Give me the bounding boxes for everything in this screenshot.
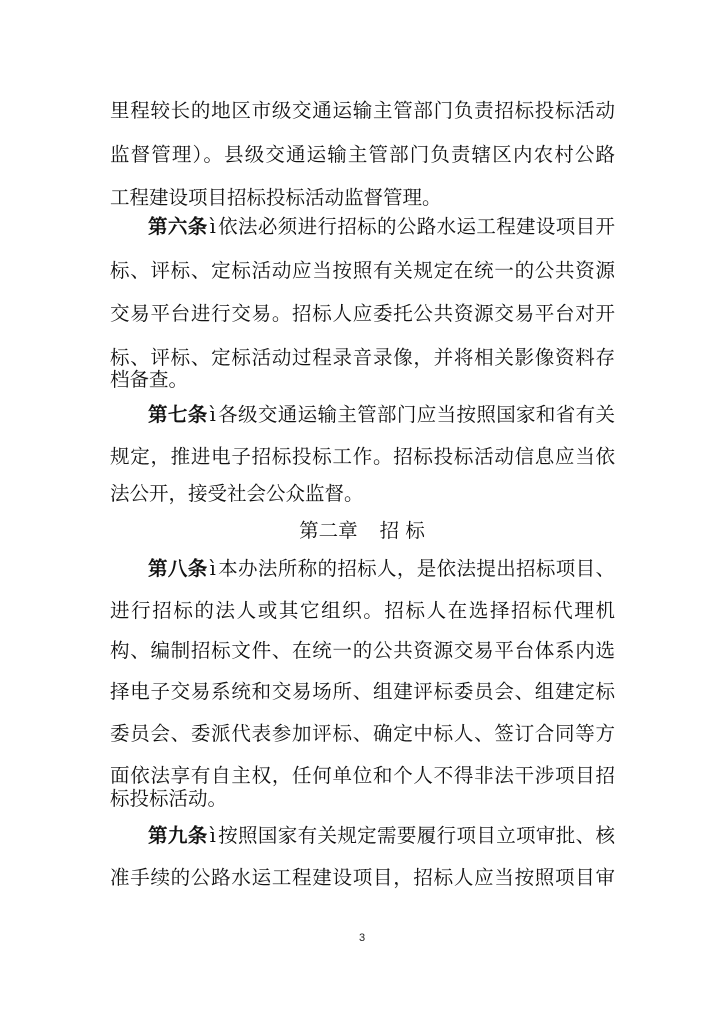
body-line: 标、评标、定标活动过程录音录像，并将相关影像资料存 bbox=[110, 346, 615, 369]
body-line: 标投标活动。 bbox=[110, 787, 228, 810]
article-7-first-line bbox=[148, 397, 615, 433]
article-marker: ì bbox=[209, 215, 216, 238]
article-6-first-line bbox=[148, 209, 615, 245]
article-8-label: 第八条 bbox=[148, 557, 208, 580]
body-line: 里程较长的地区市级交通运输主管部门负责招标投标活动 bbox=[110, 99, 615, 122]
article-7-text: 各级交通运输主管部门应当按照国家和省有关 bbox=[217, 403, 615, 426]
chapter-title: 招 标 bbox=[379, 519, 425, 542]
article-marker: ì bbox=[209, 557, 216, 580]
body-line: 交易平台进行交易。招标人应委托公共资源交易平台对开 bbox=[110, 302, 615, 325]
body-line: 标、评标、定标活动应当按照有关规定在统一的公共资源 bbox=[110, 259, 615, 282]
article-9-label: 第九条 bbox=[148, 824, 208, 847]
body-line: 法公开，接受社会公众监督。 bbox=[110, 482, 364, 505]
page-number: 3 bbox=[358, 932, 366, 944]
chapter-heading bbox=[0, 513, 724, 549]
body-line: 准手续的公路水运工程建设项目，招标人应当按照项目审 bbox=[110, 866, 615, 889]
article-9-first-line bbox=[148, 818, 615, 854]
article-marker: ì bbox=[209, 824, 216, 847]
body-line: 面依法享有自主权，任何单位和个人不得非法干涉项目招 bbox=[110, 764, 615, 787]
article-8-first-line bbox=[148, 551, 615, 587]
article-marker: ì bbox=[209, 403, 216, 426]
body-line: 规定，推进电子招标投标工作。招标投标活动信息应当依 bbox=[110, 445, 615, 468]
body-line: 委员会、委派代表参加评标、确定中标人、签订合同等方 bbox=[110, 722, 615, 745]
chapter-number: 第二章 bbox=[299, 519, 358, 542]
article-6-label: 第六条 bbox=[148, 215, 208, 238]
body-line: 监督管理）。县级交通运输主管部门负责辖区内农村公路 bbox=[110, 143, 615, 166]
body-line: 择电子交易系统和交易场所、组建评标委员会、组建定标 bbox=[110, 680, 615, 703]
body-line: 工程建设项目招标投标活动监督管理。 bbox=[110, 186, 442, 209]
article-9-text: 按照国家有关规定需要履行项目立项审批、核 bbox=[217, 824, 615, 847]
body-line: 构、编制招标文件、在统一的公共资源交易平台体系内选 bbox=[110, 639, 615, 662]
body-line: 进行招标的法人或其它组织。招标人在选择招标代理机 bbox=[110, 599, 615, 622]
body-line: 档备查。 bbox=[110, 368, 189, 391]
article-7-label: 第七条 bbox=[148, 403, 208, 426]
article-8-text: 本办法所称的招标人，是依法提出招标项目、 bbox=[217, 557, 615, 580]
article-6-text: 依法必须进行招标的公路水运工程建设项目开 bbox=[217, 215, 615, 238]
